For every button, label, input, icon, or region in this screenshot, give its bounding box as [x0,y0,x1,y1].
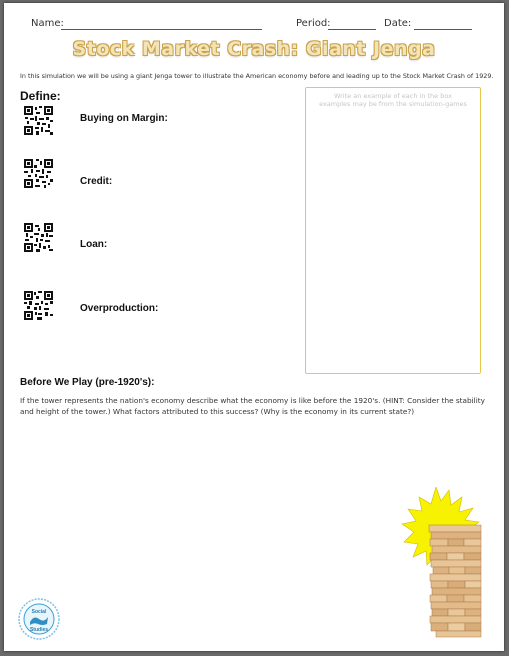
name-label: Name: [31,18,64,29]
before-we-play-prompt: If the tower represents the nation's economy describe what the economy is like before the 1920's. (HINT: Consider the stability and height of the tower.) What factors attributed to this success? (Why is the economy in its current state?) [20,396,485,416]
example-box[interactable] [305,87,481,374]
term-credit: Credit: [80,176,113,187]
name-line [61,29,262,30]
period-label: Period: [296,18,331,29]
date-line [414,29,472,30]
term-buying-on-margin: Buying on Margin: [80,113,168,124]
example-box-note [306,92,480,108]
jenga-tower-icon [396,487,486,641]
qr-code-icon [24,223,53,252]
date-label: Date: [384,18,412,29]
intro-text: In this simulation we will be using a giant Jenga tower to illustrate the American economy before and leading up to the Stock Market Crash of 1929. [20,72,494,80]
define-heading: Define: [20,89,61,103]
logo-text-top: Social [31,609,47,615]
example-note-line2: examples may be from the simulation-games [319,100,467,108]
worksheet-page [4,3,504,651]
page-title: Stock Market Crash: Giant Jenga [72,38,436,60]
logo-icon [18,598,60,640]
example-note-line1: Write an example of each in the box [334,92,452,100]
qr-code-icon [24,159,53,188]
qr-code-icon [24,106,53,135]
qr-code-icon [24,291,53,320]
period-line [328,29,376,30]
logo-text-bottom: Studies [29,627,49,633]
term-loan: Loan: [80,239,108,250]
term-overproduction: Overproduction: [80,303,159,314]
before-we-play-heading: Before We Play (pre-1920's): [20,377,155,388]
